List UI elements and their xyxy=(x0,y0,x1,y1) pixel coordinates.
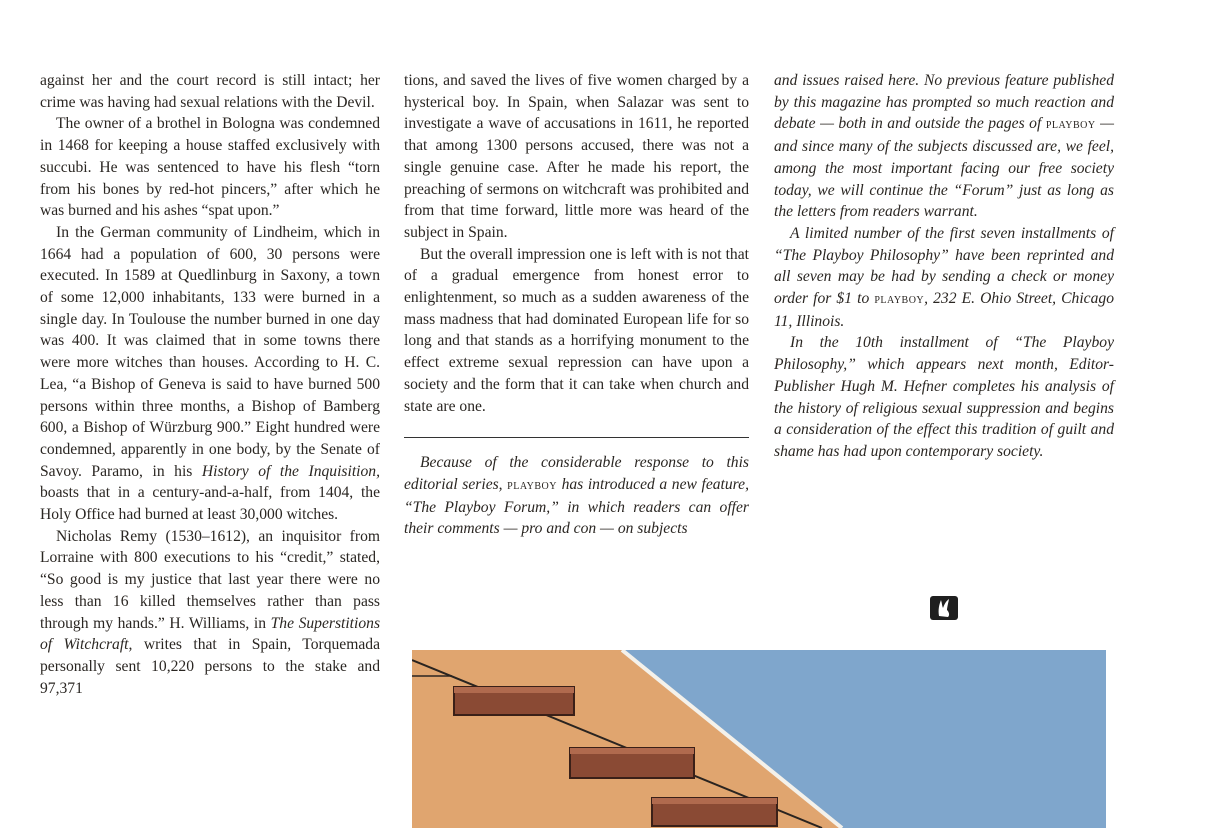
stair-step xyxy=(652,798,777,826)
article-column-3 xyxy=(774,70,1114,463)
book-title: History of the Inquisition, xyxy=(201,462,380,480)
magazine-name: playboy xyxy=(1045,117,1096,133)
paragraph: tions, and saved the lives of five women charged by a hysterical boy. In Spain, when Salazar was sent to investigate a wave of accusations in 1611, he reported that among 1300 persons accused, there was not a single genuine case. After he made his report, the preaching of sermons on witchcraft was prohibited and from that time forward, little more was heard of the subject in Spain. xyxy=(404,72,749,241)
divider xyxy=(404,437,749,438)
paragraph: But the overall impression one is left with is not that of a gradual emergence from honest error to enlightenment, so much as a sudden awareness of the mass madness that had dominated European life for so long and that stands as a horrifying monument to the effect extreme sexual repression can have upon a society and the form that it can take when church and state are one. xyxy=(404,245,749,415)
rabbit-head-logo-icon xyxy=(930,596,958,620)
paragraph: In the 10th installment of “The Playboy Philosophy,” which appears next month, Editor-Publisher Hugh M. Hefner completes his analysis of the history of religious sexual suppression and begins a consideration of the effect this tradition of guilt and shame has had upon contemporary society. xyxy=(774,334,1114,460)
stair-step xyxy=(570,748,694,778)
paragraph: Nicholas Remy (1530–1612), an inquisitor from Lorraine with 800 executions to his “credit,” stated, “So good is my justice that last year there were no less than 16 killed themselves rather than pass through my hands.” H. Williams, in The Superstitions of Witchcraft, writes that in Spain, Torquemada personally sent 10,220 persons to the stake and 97,371 xyxy=(40,527,381,697)
article-column-2 xyxy=(404,70,749,540)
magazine-name: playboy xyxy=(874,292,925,308)
editor-note: Because of the considerable response to this editorial series, playboy has introduced a new feature, “The Playboy Forum,” in which readers can offer their comments — pro and con — on subjects xyxy=(404,454,749,538)
rabbit-head-icon xyxy=(930,596,958,620)
floating-stairs-illustration xyxy=(412,650,1106,828)
paragraph: In the German community of Lindheim, which in 1664 had a population of 600, 30 persons were executed. In 1589 at Quedlinburg in Saxony, a town of some 12,000 inhabitants, 133 were burned in a single day. In Toulouse the number burned in one day was 400. It was claimed that in some towns there were more witches than houses. According to H. C. Lea, “a Bishop of Geneva is said to have burned 500 persons within three months, a Bishop of Bamberg 600, a Bishop of Würzburg 900.” Eight hundred were condemned, apparently in one body, by the Senate of Savoy. Paramo, in his History of the Inquisition, boasts that in a century-and-a-half, from 1404, the Holy Office had burned at least 30,000 witches. xyxy=(40,223,380,524)
paragraph: A limited number of the first seven installments of “The Playboy Philosophy” have been reprinted and all seven may be had by sending a check or money order for $1 to playboy, 232 E. Ohio Street, Chicago 11, Illinois. xyxy=(774,224,1114,330)
paragraph: and issues raised here. No previous feature published by this magazine has prompted so much reaction and debate — both in and outside the pages of playboy — and since many of the subjects discussed are, we feel, among the most important facing our free society today, we will continue the “Forum” just as long as the letters from readers warrant. xyxy=(774,72,1115,221)
paragraph: against her and the court record is still intact; her crime was having had sexual relations with the Devil. xyxy=(40,72,380,111)
article-column-1 xyxy=(40,70,380,699)
magazine-name: playboy xyxy=(507,477,557,493)
paragraph: The owner of a brothel in Bologna was condemned in 1468 for keeping a house staffed exclusively with succubi. He was sentenced to have his flesh “torn from his bones by red-hot pincers,” after which he was burned and his ashes “spat upon.” xyxy=(40,115,380,220)
book-title: The Superstitions of Witchcraft, xyxy=(40,614,381,654)
stair-step xyxy=(454,687,574,715)
